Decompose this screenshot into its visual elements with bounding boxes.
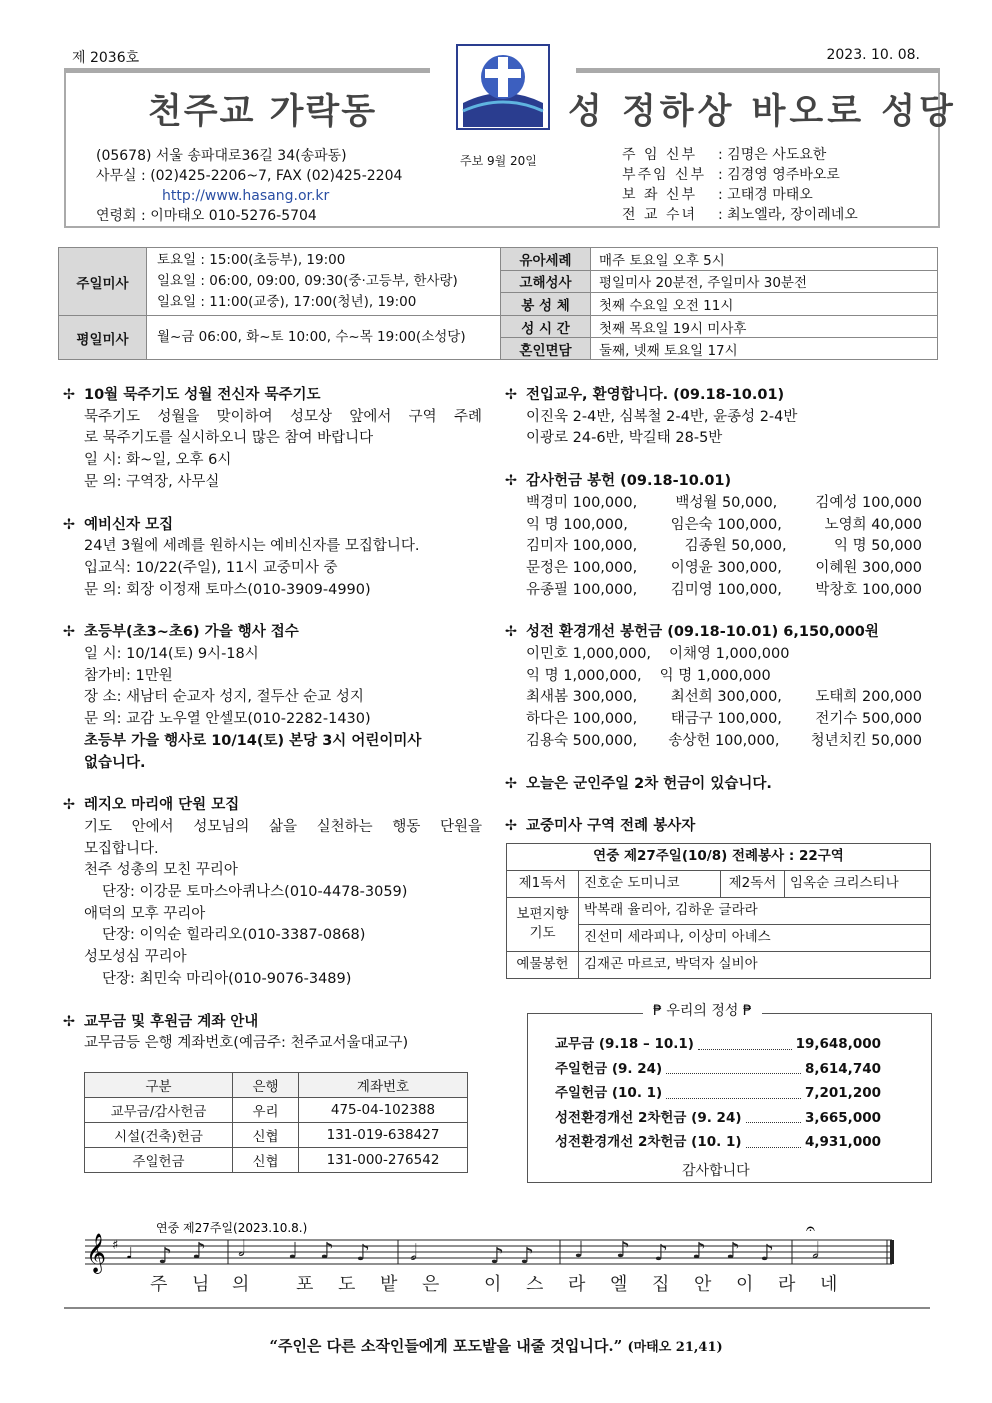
clergy-row: 주 임 신부 : 김명은 사도요한 [622, 147, 827, 163]
svg-text:𝅗𝅥: 𝅗𝅥 [812, 1239, 819, 1264]
svg-text:라: 라 [568, 1274, 586, 1295]
liturgy-table [506, 843, 931, 979]
music-caption: 연중 제27주일(2023.10.8.) [156, 1221, 308, 1235]
table-row: 예물봉헌 김재곤 마르코, 박덕자 실비아 [507, 951, 931, 978]
offering-thanks: 감사합니다 [676, 1160, 756, 1180]
liturgy-section: ✢ 교중미사 구역 전례 봉사자 연중 제27주일(10/8) 전례봉사 : 22구역 제1독서 진호순 도미니코 제2독서 임옥순 크리스티나 보편지향 기도 박복래 율리아, 김하운 글라라 진선미 세라피나, 이상미 아녜스 예물봉헌 김재곤 마르코, 박덕자 실비아 [504, 816, 934, 979]
marriage-label: 혼인면담 [501, 338, 591, 360]
thanks-offering-section: ✢ 감사헌금 봉헌 (09.18-10.01) 백경미 100,000, 백성월 50,000, 김예성 100,000 익 명 100,000, 임은숙 100,000, 노영희 40,000 김미자 100,000, 김종원 50,000, 익 명 50,000 문정은 100,000, 이영윤 300,000, 이혜원 300,000 유종필 100,000, 김미영 100,000, 박창호 100,000 [504, 471, 934, 601]
svg-text:♪: ♪ [158, 1244, 173, 1269]
offering-list [555, 1032, 881, 1155]
list-item: 김용숙 500,000, 송상헌 100,000, 청년치킨 50,000 [526, 732, 922, 749]
clergy-row: 전 교 수녀 : 최노엘라, 장이레네오 [622, 207, 858, 223]
website-link[interactable]: http://www.hasang.or.kr [162, 188, 330, 204]
svg-text:♪: ♪ [726, 1239, 741, 1264]
table-row: 주일헌금 신협 131-000-276542 [85, 1148, 468, 1173]
left-column [62, 385, 482, 1076]
list-item: 익 명 100,000, 임은숙 100,000, 노영희 40,000 [526, 516, 922, 533]
renovation-section: ✢ 성전 환경개선 봉헌금 (09.18-10.01) 6,150,000원 이민호 1,000,000, 이채영 1,000,000 익 명 1,000,000, 익 명 1,000,000 최새봄 300,000, 최선희 300,000, 도태희 200,000 하다은 100,000, 태금구 100,000, 전기수 500,000 김용숙 500,000, 송상헌 100,000, 청년치킨 50,000 [504, 622, 934, 752]
list-item: 주일헌금 (9. 24) 8,614,740 [555, 1057, 881, 1082]
cross-icon: ✢ [62, 516, 76, 533]
account-table [84, 1072, 468, 1173]
account-header: 계좌번호 [299, 1073, 468, 1098]
list-item: 성전환경개선 2차헌금 (10. 1) 4,931,000 [555, 1130, 881, 1155]
svg-text:집: 집 [652, 1274, 670, 1295]
svg-text:안: 안 [694, 1274, 712, 1295]
cross-icon: ✢ [504, 818, 518, 835]
svg-text:포: 포 [296, 1274, 314, 1295]
svg-text:𝅗𝅥: 𝅗𝅥 [410, 1241, 417, 1266]
cross-icon: ✢ [62, 624, 76, 641]
cross-icon: ✢ [504, 624, 518, 641]
svg-text:♩: ♩ [288, 1239, 299, 1264]
liturgy-table-header: 연중 제27주일(10/8) 전례봉사 : 22구역 [507, 843, 931, 870]
svg-text:♪: ♪ [692, 1239, 707, 1264]
cross-icon: ✢ [504, 775, 518, 792]
svg-text:스: 스 [526, 1274, 544, 1295]
right-column [504, 385, 934, 979]
cross-icon: ✢ [62, 797, 76, 814]
svg-text:♪: ♪ [760, 1241, 775, 1266]
list-item: 김미자 100,000, 김종원 50,000, 익 명 50,000 [526, 538, 922, 555]
weekday-mass-label: 평일미사 [59, 316, 147, 360]
list-item: 성전환경개선 2차헌금 (9. 24) 3,665,000 [555, 1106, 881, 1131]
svg-text:의: 의 [232, 1274, 250, 1295]
cross-icon: ✢ [504, 387, 518, 403]
communion-value: 첫째 수요일 오전 11시 [591, 293, 938, 316]
clergy-list [622, 145, 858, 225]
church-logo [455, 43, 551, 131]
sharp-icon: ♯ [112, 1238, 119, 1253]
peso-icon: ₱ [738, 1003, 752, 1019]
cross-icon: ✢ [62, 387, 76, 403]
list-item: 유종필 100,000, 김미영 100,000, 박창호 100,000 [526, 581, 922, 598]
cross-icon: ✢ [504, 473, 518, 490]
list-item: 주일헌금 (10. 1) 7,201,200 [555, 1081, 881, 1106]
rosary-section: ✢ 10월 묵주기도 성월 전신자 묵주기도 묵주기도 성월을 맞이하여 성모상 앞에서 구역 주례 로 묵주기도를 실시하오니 많은 참여 바랍니다 일 시: 화~일, 오후 6시 문 의: 구역장, 사무실 [62, 387, 482, 490]
svg-text:엘: 엘 [610, 1274, 628, 1295]
legio-section: ✢ 레지오 마리애 단원 모집 기도 안에서 성모님의 삶을 실천하는 행동 단원을 모집합니다. 천주 성총의 모친 꾸리아 단장: 이강문 토마스아퀴나스(010-4478-3059) 애덕의 모후 꾸리아 단장: 이익순 힐라리오(010-3387-0868) 성모성심 꾸리아 단장: 최민숙 마리아(010-9076-3489) [62, 797, 482, 987]
catechumen-section: ✢ 예비신자 모집 24년 3월에 세례를 원하시는 예비신자를 모집합니다. 입교식: 10/22(주일), 11시 교중미사 중 문 의: 회장 이정재 토마스(010-3909-4990) [62, 516, 420, 598]
list-item: 백경미 100,000, 백성월 50,000, 김예성 100,000 [526, 494, 922, 511]
military-section: ✢ 오늘은 군인주일 2차 헌금이 있습니다. [504, 774, 934, 796]
parish-name: 천주교 가락동 [148, 92, 378, 132]
svg-text:라: 라 [778, 1274, 796, 1295]
elementary-section: ✢ 초등부(초3~초6) 가을 행사 접수 일 시: 10/14(토) 9시-18시 참가비: 1만원 장 소: 새남터 순교자 성지, 절두산 순교 성지 문 의: 교감 노우열 안셀모(010-2282-1430) 초등부 가을 행사로 10/14(토) 본당 3시 어린이미사 없습니다. [62, 624, 422, 771]
divider [64, 1307, 930, 1309]
table-row: 진선미 세라피나, 이상미 아녜스 [507, 924, 931, 951]
svg-text:님: 님 [192, 1274, 210, 1295]
confession-value: 평일미사 20분전, 주일미사 30분전 [591, 270, 938, 293]
clergy-row: 부주임 신부 : 김경영 영주바오로 [622, 167, 840, 183]
svg-text:𝅗𝅥: 𝅗𝅥 [238, 1237, 245, 1262]
communion-label: 봉 성 체 [501, 293, 591, 316]
account-header: 은행 [233, 1073, 299, 1098]
account-section: ✢ 교무금 및 후원금 계좌 안내 교무금등 은행 계좌번호(예금주: 천주교서울대교구) [62, 1013, 409, 1052]
weekday-mass-times: 월~금 06:00, 화~토 10:00, 수~목 19:00(소성당) [147, 316, 501, 360]
table-row: 시설(건축)헌금 신협 131-019-638427 [85, 1123, 468, 1148]
svg-text:♪: ♪ [320, 1239, 335, 1264]
svg-text:도: 도 [338, 1274, 356, 1295]
list-item: 교무금 (9.18 – 10.1) 19,648,000 [555, 1032, 881, 1057]
table-row: 교무금/감사헌금 우리 475-04-102388 [85, 1098, 468, 1123]
holy-hour-label: 성 시 간 [501, 316, 591, 338]
list-item: 최새봄 300,000, 최선희 300,000, 도태희 200,000 [526, 689, 922, 706]
address: (05678) 서울 송파대로36길 34(송파동) [96, 148, 347, 164]
weekly-label: 주보 9월 20일 [460, 154, 537, 168]
holy-hour-value: 첫째 목요일 19시 미사후 [591, 316, 938, 338]
music-lyrics [150, 1273, 837, 1295]
table-row: 보편지향 기도 박복래 율리아, 김하운 글라라 [507, 897, 931, 924]
scripture-quote: “주인은 다른 소작인들에게 포도밭을 내줄 것입니다.” (마태오 21,41) [269, 1337, 723, 1355]
contact-block [96, 146, 402, 226]
list-item: 익 명 1,000,000, 익 명 1,000,000 [526, 667, 771, 684]
svg-text:♪: ♪ [490, 1244, 505, 1269]
issue-date: 2023. 10. 08. [826, 47, 920, 63]
svg-text:주: 주 [150, 1274, 168, 1295]
svg-text:♪: ♪ [520, 1244, 535, 1269]
church-name: 성 정하상 바오로 성당 [568, 92, 957, 132]
clergy-row: 보 좌 신부 : 고태경 마태오 [622, 187, 813, 203]
svg-text:♪: ♪ [616, 1238, 631, 1263]
sunday-mass-times: 토요일 : 15:00(초등부), 19:00 일요일 : 06:00, 09:00, 09:30(중·고등부, 한사랑) 일요일 : 11:00(교중), 17:00(청년), 19:00 [147, 248, 501, 316]
treble-clef-icon: 𝄞 [86, 1233, 107, 1273]
sunday-mass-label: 주일미사 [59, 248, 147, 316]
list-item: 하다은 100,000, 태금구 100,000, 전기수 500,000 [526, 711, 922, 728]
table-row: 제1독서 진호순 도미니코 제2독서 임옥순 크리스티나 [507, 870, 931, 897]
funeral-council: 연령회 : 이마태오 010-5276-5704 [96, 208, 317, 224]
peso-icon: ₱ [653, 1003, 667, 1019]
fermata-icon: 𝄐 [806, 1219, 815, 1238]
list-item: 이민호 1,000,000, 이채영 1,000,000 [526, 646, 790, 663]
account-header: 구분 [85, 1073, 233, 1098]
mass-schedule-table [58, 247, 938, 360]
svg-text:밭: 밭 [380, 1274, 398, 1295]
offering-title: ₱ 우리의 정성 ₱ [643, 1000, 762, 1020]
issue-number: 제 2036호 [72, 50, 140, 66]
office-phone: 사무실 : (02)425-2206~7, FAX (02)425-2204 [96, 168, 403, 184]
list-item: 문정은 100,000, 이영윤 300,000, 이혜원 300,000 [526, 559, 922, 576]
svg-text:은: 은 [422, 1274, 440, 1295]
svg-text:이: 이 [484, 1274, 502, 1295]
svg-text:이: 이 [736, 1274, 754, 1295]
cross-icon: ✢ [62, 1013, 76, 1030]
svg-text:♪: ♪ [654, 1241, 669, 1266]
confession-label: 고해성사 [501, 270, 591, 293]
infant-baptism-label: 유아세례 [501, 248, 591, 271]
newcomers-section: ✢ 전입교우, 환영합니다. (09.18-10.01) 이진욱 2-4반, 심복철 2-4반, 윤종성 2-4반 이광로 24-6반, 박길태 28-5반 [504, 387, 798, 447]
svg-text:♪: ♪ [192, 1239, 207, 1264]
infant-baptism-value: 매주 토요일 오후 5시 [591, 248, 938, 271]
svg-text:♪: ♪ [356, 1241, 371, 1266]
svg-text:네: 네 [820, 1274, 838, 1295]
music-score [80, 1218, 910, 1298]
time-signature-icon: ♩ [126, 1244, 134, 1262]
marriage-value: 둘째, 넷째 토요일 17시 [591, 338, 938, 360]
svg-text:♩: ♩ [574, 1238, 585, 1263]
